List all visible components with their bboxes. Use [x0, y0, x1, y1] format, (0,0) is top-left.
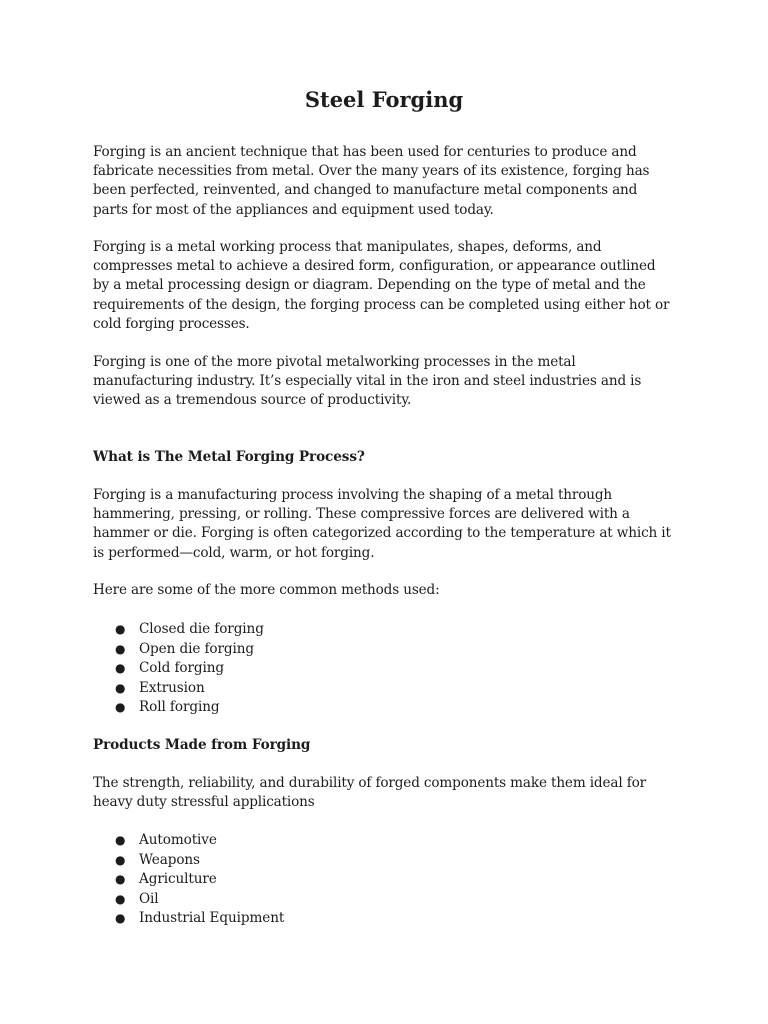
bullet-icon: ● — [115, 641, 126, 656]
bullet-icon: ● — [115, 833, 126, 847]
text-line: Forging is one of the more pivotal metalworking processes in the metal — [93, 354, 576, 370]
text-line: been perfected, reinvented, and changed to manufacture metal components and — [93, 182, 638, 199]
process-heading: What is The Metal Forging Process? — [93, 449, 365, 465]
text-line: parts for most of the appliances and equipment used today. — [93, 201, 494, 218]
text-line: The strength, reliability, and durability of forged components make them ideal for — [93, 775, 646, 791]
list-item — [93, 698, 693, 718]
bullet-icon: ● — [115, 891, 126, 906]
importance-paragraph — [93, 353, 693, 411]
bullet-icon: ● — [115, 622, 126, 636]
text-line: viewed as a tremendous source of productivity. — [93, 392, 412, 409]
methods-intro — [93, 581, 693, 600]
products-paragraph — [93, 774, 693, 812]
bullet-icon: ● — [115, 911, 126, 925]
intro-paragraph — [93, 143, 693, 220]
bullet-icon: ● — [115, 661, 126, 675]
bullet-icon: ● — [115, 852, 126, 867]
text-line: is performed—cold, warm, or hot forging. — [93, 544, 375, 561]
list-item-label: Weapons — [139, 851, 200, 868]
text-line: requirements of the design, the forging process can be completed using either hot or — [93, 296, 670, 313]
products-heading: Products Made from Forging — [93, 737, 311, 753]
text-line: hammering, pressing, or rolling. These compressive forces are delivered with a — [93, 506, 630, 523]
list-item-label: Open die forging — [139, 640, 255, 657]
text-line: heavy duty stressful applications — [93, 794, 315, 811]
text-line: Forging is an ancient technique that has been used for centuries to produce and — [93, 144, 637, 160]
list-item-label: Closed die forging — [139, 621, 264, 637]
list-item-label: Cold forging — [139, 660, 224, 676]
list-item — [93, 659, 693, 679]
text-line: Here are some of the more common methods used: — [93, 582, 440, 598]
bullet-icon: ● — [115, 872, 126, 886]
definition-paragraph — [93, 238, 693, 334]
list-item-label: Roll forging — [139, 699, 220, 715]
list-item-label: Oil — [139, 890, 159, 907]
list-item — [93, 679, 693, 699]
text-line: manufacturing industry. It’s especially vital in the iron and steel industries and is — [93, 373, 642, 390]
list-item — [93, 640, 693, 660]
methods-list — [93, 620, 693, 718]
list-item-label: Automotive — [139, 832, 217, 848]
list-item — [93, 909, 693, 929]
text-line: Forging is a manufacturing process involving the shaping of a metal through — [93, 487, 613, 503]
process-paragraph — [93, 486, 693, 563]
text-line: compresses metal to achieve a desired form, configuration, or appearance outlined — [93, 258, 656, 275]
list-item-label: Extrusion — [139, 679, 205, 696]
list-item — [93, 831, 693, 851]
list-item — [93, 851, 693, 871]
list-item-label: Agriculture — [139, 871, 217, 887]
products-list — [93, 831, 693, 929]
list-item — [93, 870, 693, 890]
list-item — [93, 890, 693, 910]
bullet-icon: ● — [115, 680, 126, 695]
page-title: Steel Forging — [304, 87, 464, 112]
text-line: fabricate necessities from metal. Over the many years of its existence, forging has — [93, 163, 650, 180]
text-line: Forging is a metal working process that manipulates, shapes, deforms, and — [93, 239, 602, 255]
list-item-label: Industrial Equipment — [139, 910, 285, 926]
text-line: hammer or die. Forging is often categorized according to the temperature at which it — [93, 525, 671, 542]
text-line: cold forging processes. — [93, 315, 250, 332]
text-line: by a metal processing design or diagram. Depending on the type of metal and the — [93, 277, 646, 294]
bullet-icon: ● — [115, 700, 126, 714]
list-item — [93, 620, 693, 640]
